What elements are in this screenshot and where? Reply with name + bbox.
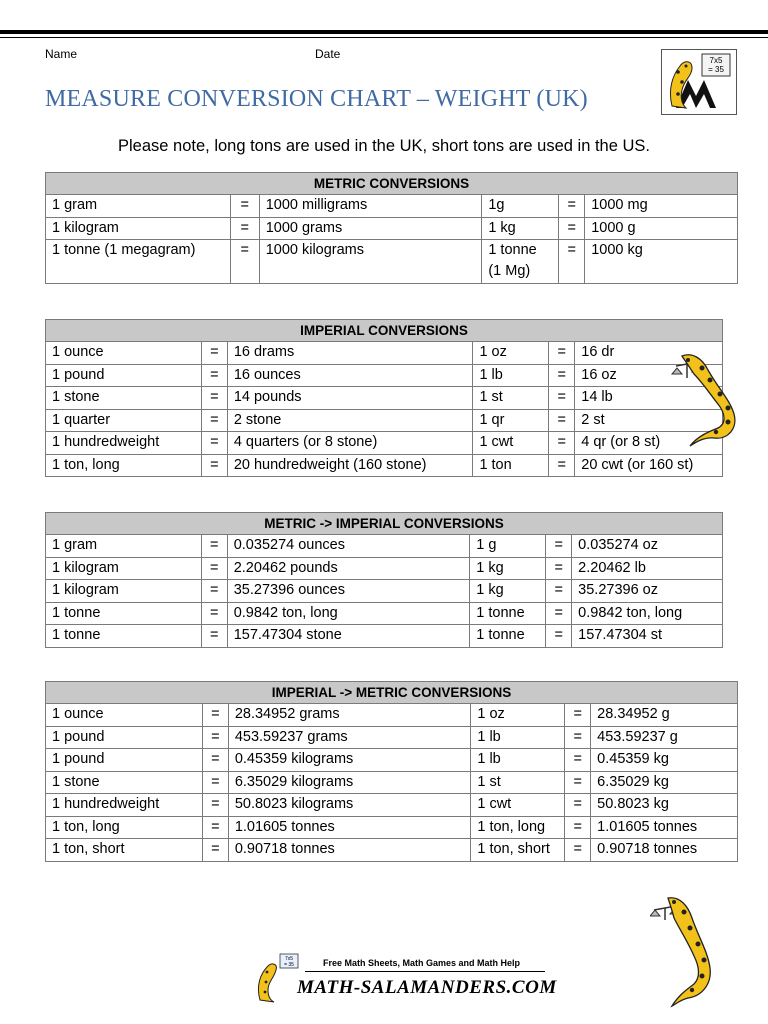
table-cell: 14 pounds [227,387,473,410]
table-cell: 1 st [471,771,565,794]
table-cell: 1 tonne [46,602,202,625]
table-cell: 4 quarters (or 8 stone) [227,432,473,455]
table-row [46,557,723,580]
table-cell: 1 oz [471,704,565,727]
equals-cell: = [559,240,585,284]
table-cell: 1000 kilograms [259,240,482,284]
table-cell: 0.035274 ounces [227,535,470,558]
table-cell: 35.27396 oz [572,580,723,603]
top-rule-thick [0,30,768,34]
table-cell: 1 kg [470,557,546,580]
table-cell: 1 hundredweight [46,432,202,455]
table-cell: 2 stone [227,409,473,432]
table-cell: 1 tonne [46,625,202,648]
table-cell: 1 pound [46,749,203,772]
table-cell: 1 ton, long [46,454,202,477]
table-row [46,535,723,558]
equals-cell: = [549,342,575,365]
table-row [46,195,738,218]
table-cell: 1 tonne (1 megagram) [46,240,231,284]
table-cell: 1 kilogram [46,217,231,240]
table-cell: 16 ounces [227,364,473,387]
table-cell: 1 oz [473,342,549,365]
table-cell: 4 qr (or 8 st) [575,432,723,455]
equals-cell: = [565,726,591,749]
equals-cell: = [546,602,572,625]
salamander-bottom-illustration [650,892,730,1008]
equals-cell: = [201,454,227,477]
table-cell: 16 oz [575,364,723,387]
table-cell: 1 pound [46,364,202,387]
table-row [46,580,723,603]
equals-cell: = [565,839,591,862]
table-row [46,726,738,749]
equals-cell: = [201,364,227,387]
svg-text:= 35: = 35 [708,65,724,74]
table-cell: 20 hundredweight (160 stone) [227,454,473,477]
equals-cell: = [565,704,591,727]
table-cell: 28.34952 grams [228,704,471,727]
metric-conversions-table [45,172,738,284]
footer-brand: MATH-SALAMANDERS.COM [297,977,557,998]
table-cell: 1 kg [470,580,546,603]
svg-text:7x5: 7x5 [709,56,723,65]
table-cell: 1 kilogram [46,580,202,603]
table-cell: 157.47304 stone [227,625,470,648]
page-title: MEASURE CONVERSION CHART – WEIGHT (UK) [45,86,588,112]
table-cell: 1 g [470,535,546,558]
equals-cell: = [202,816,228,839]
equals-cell: = [546,535,572,558]
table-cell: 1 lb [471,749,565,772]
table-cell: 50.8023 kg [591,794,738,817]
table-cell: 1000 g [585,217,738,240]
table-cell: 14 lb [575,387,723,410]
table-cell: 2.20462 lb [572,557,723,580]
table-cell: 28.34952 g [591,704,738,727]
table-cell: 35.27396 ounces [227,580,470,603]
equals-cell: = [549,409,575,432]
table-cell: 20 cwt (or 160 st) [575,454,723,477]
imperial-conversions-table [45,319,723,477]
table-cell: 1 lb [471,726,565,749]
footer-tagline: Free Math Sheets, Math Games and Math Help [323,958,521,968]
equals-cell: = [201,409,227,432]
table-row [46,839,738,862]
note-text: Please note, long tons are used in the UK, short tons are used in the US. [118,137,650,155]
table-cell: 1 tonne [470,602,546,625]
table-cell: 0.035274 oz [572,535,723,558]
equals-cell: = [565,749,591,772]
table-cell: 453.59237 grams [228,726,471,749]
equals-cell: = [201,602,227,625]
table-heading: IMPERIAL CONVERSIONS [46,320,723,342]
imperial-to-metric-table [45,681,738,862]
table-cell: 1 kilogram [46,557,202,580]
equals-cell: = [230,240,259,284]
table-cell: 1 st [473,387,549,410]
table-cell: 1 ton [473,454,549,477]
table-row [46,704,738,727]
equals-cell: = [559,195,585,218]
table-cell: 1 cwt [471,794,565,817]
table-row [46,342,723,365]
equals-cell: = [559,217,585,240]
table-row [46,432,723,455]
equals-cell: = [549,387,575,410]
table-cell: 1g [482,195,559,218]
equals-cell: = [201,432,227,455]
table-cell: 1 ton, short [46,839,203,862]
table-cell: 453.59237 g [591,726,738,749]
table-cell: 1 cwt [473,432,549,455]
equals-cell: = [201,625,227,648]
table-cell: 2.20462 pounds [227,557,470,580]
table-cell: 1 lb [473,364,549,387]
table-cell: 1000 mg [585,195,738,218]
equals-cell: = [202,794,228,817]
salamander-scales-illustration [668,348,748,448]
table-cell: 1000 kg [585,240,738,284]
table-cell: 0.9842 ton, long [227,602,470,625]
metric-to-imperial-table [45,512,723,648]
equals-cell: = [230,217,259,240]
table-cell: 1 ounce [46,704,203,727]
top-rule-thin [0,37,768,38]
table-row [46,454,723,477]
table-cell: 1 gram [46,535,202,558]
equals-cell: = [202,704,228,727]
table-cell: 1 ton, long [471,816,565,839]
footer-divider [305,971,545,972]
table-cell: 0.45359 kg [591,749,738,772]
table-row [46,794,738,817]
table-cell: 1000 milligrams [259,195,482,218]
table-row [46,602,723,625]
table-cell: 16 drams [227,342,473,365]
name-label: Name [45,47,78,61]
table-cell: 1 stone [46,387,202,410]
equals-cell: = [549,364,575,387]
table-cell: 1 tonne (1 Mg) [482,240,559,284]
equals-cell: = [201,387,227,410]
table-cell: 2 st [575,409,723,432]
equals-cell: = [549,432,575,455]
table-cell: 1 ton, short [471,839,565,862]
table-cell: 0.45359 kilograms [228,749,471,772]
equals-cell: = [201,557,227,580]
table-cell: 157.47304 st [572,625,723,648]
table-cell: 1 gram [46,195,231,218]
footer-salamander-logo [254,952,300,1004]
table-cell: 1000 grams [259,217,482,240]
table-row [46,816,738,839]
table-cell: 16 dr [575,342,723,365]
table-cell: 1 ounce [46,342,202,365]
table-cell: 0.90718 tonnes [228,839,471,862]
table-row [46,387,723,410]
equals-cell: = [202,839,228,862]
table-heading: IMPERIAL -> METRIC CONVERSIONS [46,682,738,704]
table-cell: 1.01605 tonnes [228,816,471,839]
table-cell: 50.8023 kilograms [228,794,471,817]
svg-text:= 35: = 35 [284,962,294,968]
date-label: Date [315,47,341,61]
equals-cell: = [565,794,591,817]
equals-cell: = [201,342,227,365]
equals-cell: = [202,726,228,749]
table-row [46,240,738,284]
table-cell: 1 hundredweight [46,794,203,817]
table-cell: 1.01605 tonnes [591,816,738,839]
equals-cell: = [546,625,572,648]
table-cell: 1 pound [46,726,203,749]
equals-cell: = [546,557,572,580]
table-cell: 1 ton, long [46,816,203,839]
table-cell: 1 tonne [470,625,546,648]
equals-cell: = [230,195,259,218]
table-cell: 6.35029 kilograms [228,771,471,794]
equals-cell: = [565,816,591,839]
table-heading: METRIC -> IMPERIAL CONVERSIONS [46,513,723,535]
equals-cell: = [549,454,575,477]
equals-cell: = [202,749,228,772]
table-row [46,771,738,794]
equals-cell: = [202,771,228,794]
table-row [46,409,723,432]
table-row [46,217,738,240]
table-cell: 1 qr [473,409,549,432]
equals-cell: = [201,580,227,603]
equals-cell: = [201,535,227,558]
table-row [46,749,738,772]
table-cell: 0.9842 ton, long [572,602,723,625]
table-row [46,625,723,648]
table-cell: 0.90718 tonnes [591,839,738,862]
svg-text:7x5: 7x5 [284,956,294,962]
table-cell: 1 quarter [46,409,202,432]
table-cell: 6.35029 kg [591,771,738,794]
table-row [46,364,723,387]
table-heading: METRIC CONVERSIONS [46,173,738,195]
table-cell: 1 kg [482,217,559,240]
salamander-logo [661,49,737,115]
equals-cell: = [546,580,572,603]
equals-cell: = [565,771,591,794]
table-cell: 1 stone [46,771,203,794]
